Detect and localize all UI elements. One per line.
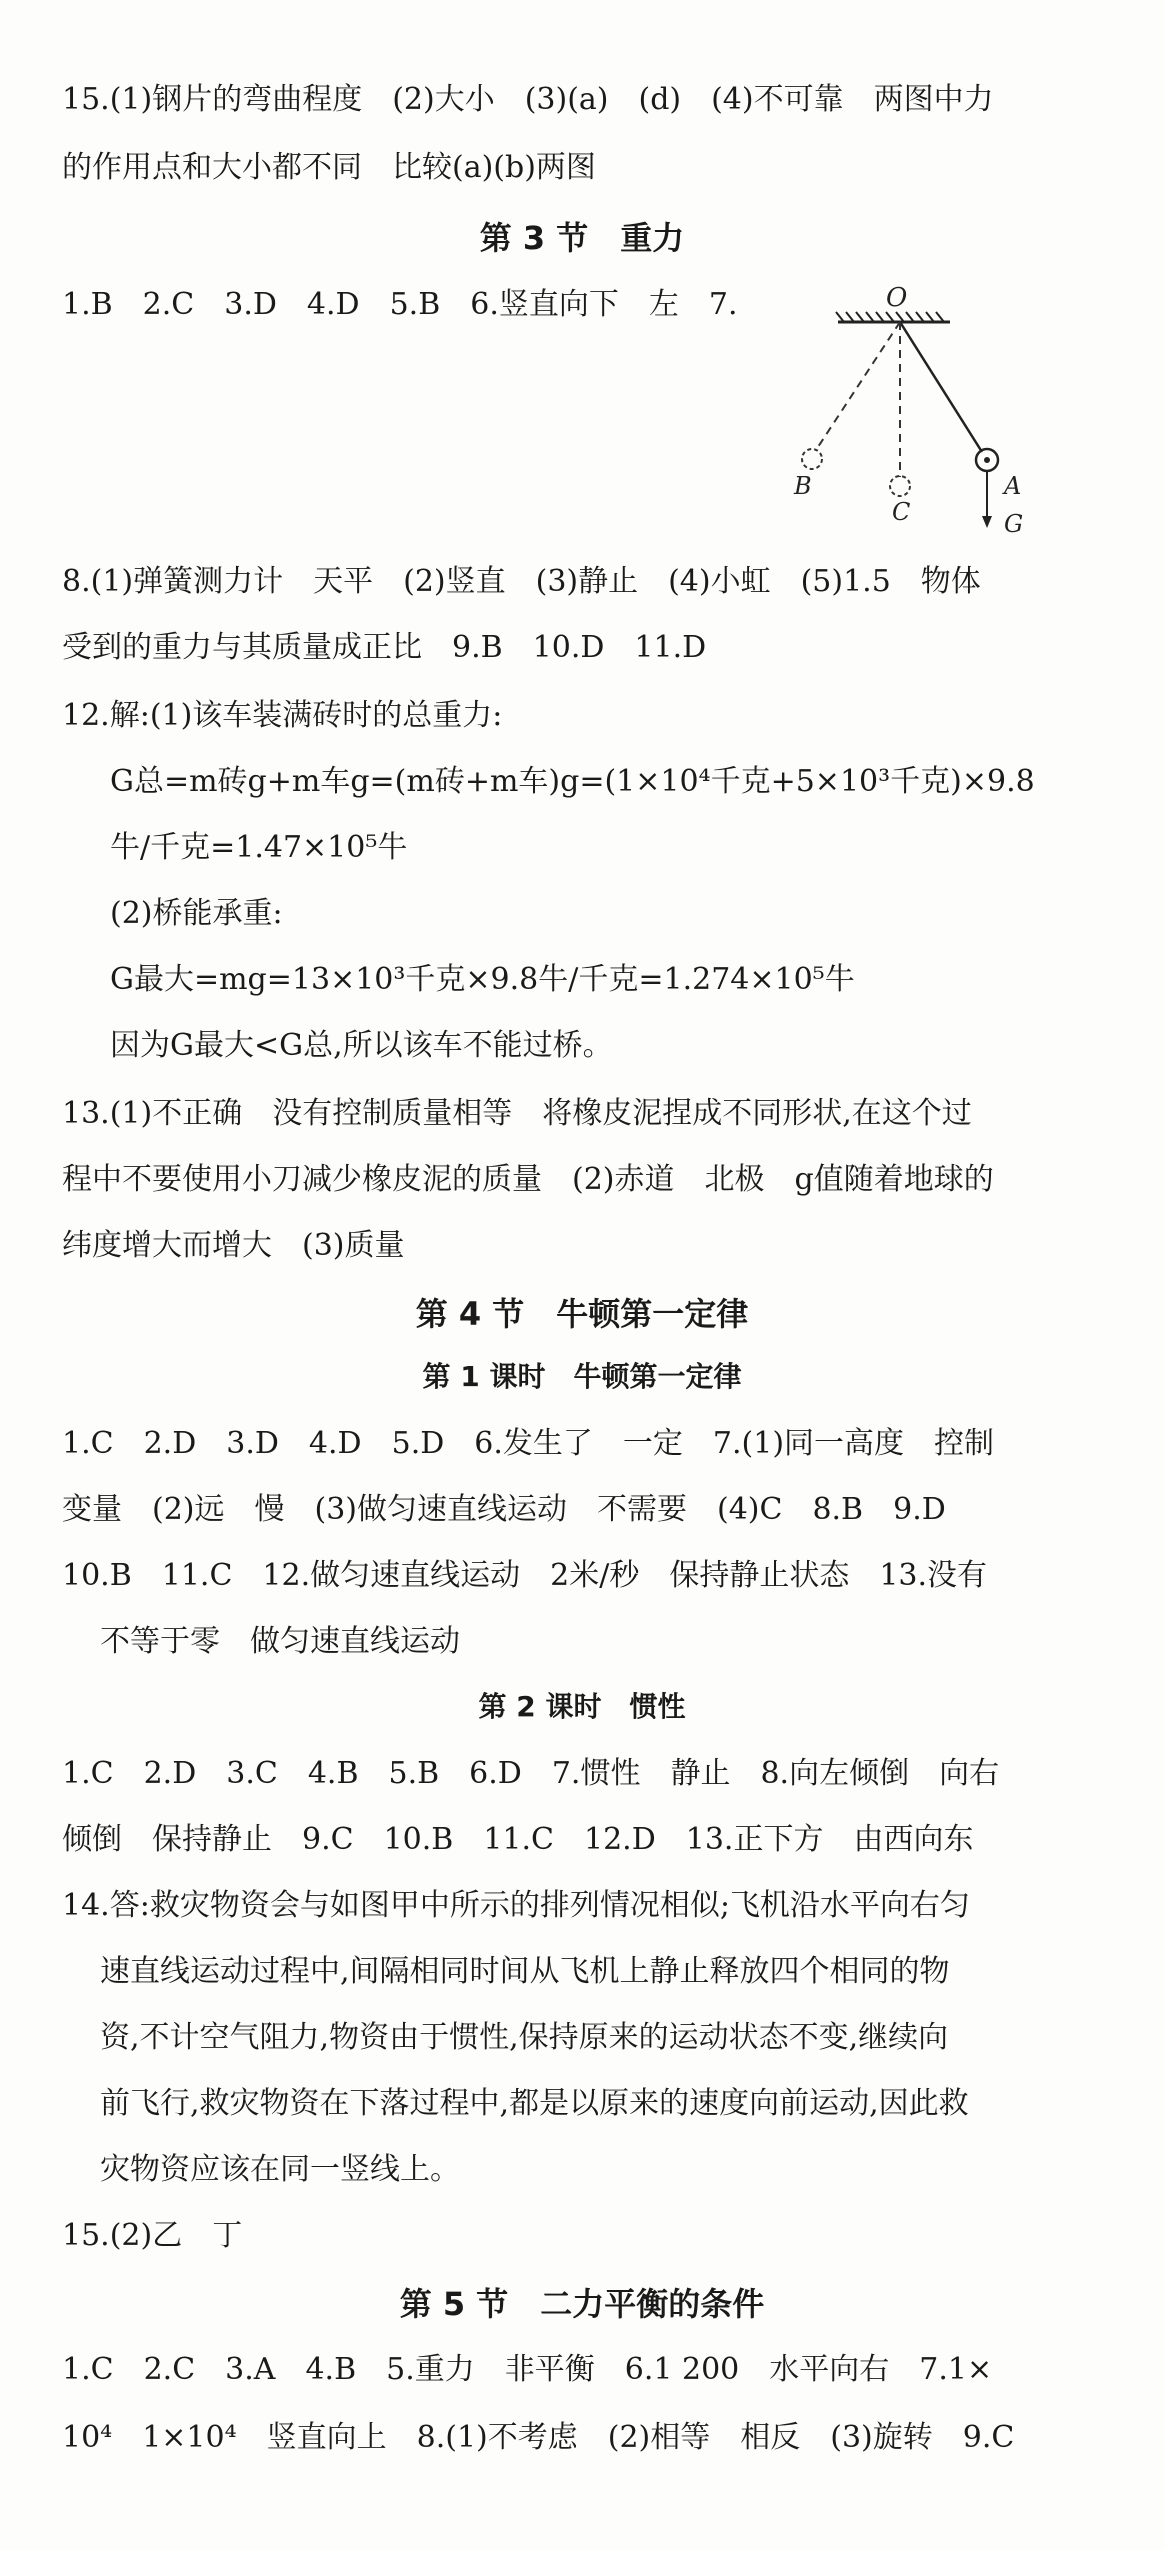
answer-line: 不等于零 做匀速直线运动	[100, 1624, 460, 1659]
answer-line: 1.C 2.C 3.A 4.B 5.重力 非平衡 6.1 200 水平向右 7.1×	[62, 2352, 993, 2387]
section-heading: 第 4 节 牛顿第一定律	[415, 1295, 749, 1333]
answer-line: 15.(2)乙 丁	[62, 2218, 243, 2253]
answer-line: 1.B 2.C 3.D 4.D 5.B 6.竖直向下 左 7.	[62, 287, 738, 322]
lesson-heading: 第 1 课时 牛顿第一定律	[422, 1360, 742, 1393]
label-g: G	[1004, 510, 1024, 538]
label-c: C	[892, 498, 911, 526]
answer-line: 变量 (2)远 慢 (3)做匀速直线运动 不需要 (4)C 8.B 9.D	[62, 1492, 946, 1527]
formula-line: G总=m砖g+m车g=(m砖+m车)g=(1×10⁴千克+5×10³千克)×9.8	[110, 764, 1035, 799]
answer-line: 倾倒 保持静止 9.C 10.B 11.C 12.D 13.正下方 由西向东	[62, 1822, 974, 1857]
answer-line: 14.答:救灾物资会与如图甲中所示的排列情况相似;飞机沿水平向右匀	[62, 1888, 970, 1923]
answer-line: 1.C 2.D 3.D 4.D 5.D 6.发生了 一定 7.(1)同一高度 控制	[62, 1426, 995, 1461]
formula-line: G最大=mg=13×10³千克×9.8牛/千克=1.274×10⁵牛	[110, 962, 855, 997]
ball-b	[802, 449, 822, 469]
answer-line: 因为G最大<G总,所以该车不能过桥。	[110, 1028, 613, 1063]
answer-line: 8.(1)弹簧测力计 天平 (2)竖直 (3)静止 (4)小虹 (5)1.5 物体	[62, 564, 981, 599]
section-heading: 第 5 节 二力平衡的条件	[399, 2285, 765, 2323]
answer-line: 的作用点和大小都不同 比较(a)(b)两图	[62, 150, 596, 185]
ball-c	[890, 476, 910, 496]
label-b: B	[794, 472, 812, 500]
answer-line: 受到的重力与其质量成正比 9.B 10.D 11.D	[62, 630, 707, 665]
answer-line: 13.(1)不正确 没有控制质量相等 将橡皮泥捏成不同形状,在这个过	[62, 1096, 972, 1131]
pendulum-figure	[790, 282, 1050, 542]
answer-line: 15.(1)钢片的弯曲程度 (2)大小 (3)(a) (d) (4)不可靠 两图中力	[62, 82, 994, 117]
answer-line: 12.解:(1)该车装满砖时的总重力:	[62, 698, 503, 733]
answer-line: 资,不计空气阻力,物资由于惯性,保持原来的运动状态不变,继续向	[100, 2020, 949, 2055]
answer-line: 纬度增大而增大 (3)质量	[62, 1228, 405, 1263]
label-a: A	[1004, 472, 1022, 500]
lesson-heading: 第 2 课时 惯性	[478, 1690, 686, 1723]
answer-line: 10⁴ 1×10⁴ 竖直向上 8.(1)不考虑 (2)相等 相反 (3)旋转 9.C	[62, 2420, 1015, 2455]
formula-line: 牛/千克=1.47×10⁵牛	[110, 830, 408, 865]
answer-line: (2)桥能承重:	[110, 896, 283, 931]
section-heading: 第 3 节 重力	[479, 219, 685, 257]
answer-line: 程中不要使用小刀减少橡皮泥的质量 (2)赤道 北极 g值随着地球的	[62, 1162, 994, 1197]
answer-line: 灾物资应该在同一竖线上。	[100, 2152, 460, 2187]
label-o: O	[886, 283, 908, 313]
answer-line: 前飞行,救灾物资在下落过程中,都是以原来的速度向前运动,因此救	[100, 2086, 969, 2121]
answer-line: 1.C 2.D 3.C 4.B 5.B 6.D 7.惯性 静止 8.向左倾倒 向右	[62, 1756, 1000, 1791]
answer-line: 速直线运动过程中,间隔相同时间从飞机上静止释放四个相同的物	[100, 1954, 950, 1989]
answer-line: 10.B 11.C 12.做匀速直线运动 2米/秒 保持静止状态 13.没有	[62, 1558, 988, 1593]
